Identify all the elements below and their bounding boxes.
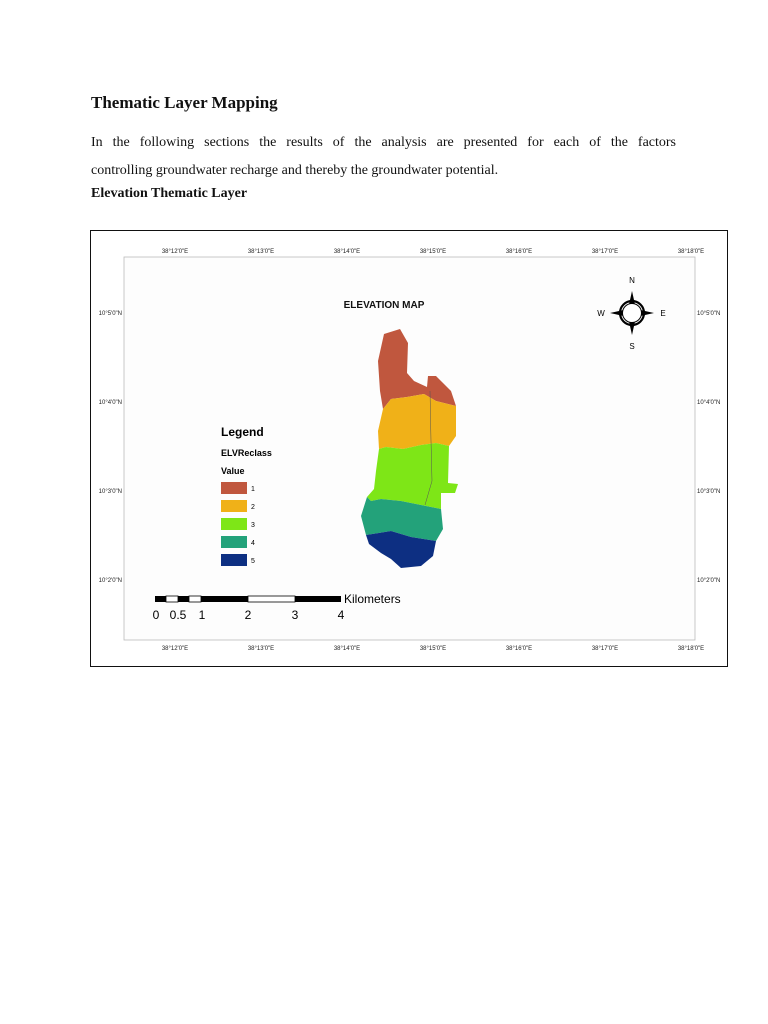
- top-longitude-label: 38°18'0"E: [677, 249, 705, 255]
- compass-east-label: E: [660, 309, 666, 318]
- top-longitude-label: 38°15'0"E: [419, 249, 447, 255]
- legend-layer-name: ELVReclass: [221, 448, 272, 458]
- subsection-heading: Elevation Thematic Layer: [91, 186, 248, 201]
- intro-paragraph: [91, 129, 676, 185]
- legend-field-name: Value: [221, 466, 245, 476]
- legend-item-label: 5: [251, 558, 255, 565]
- paragraph-line-2: controlling groundwater recharge and thereby the groundwater potential.: [91, 163, 499, 178]
- paragraph-line-1: In the following sections the results of the analysis are presented for each of the factors: [91, 135, 676, 150]
- bottom-longitude-label: 38°16'0"E: [505, 646, 533, 652]
- legend-item-label: 2: [251, 504, 255, 511]
- top-longitude-label: 38°16'0"E: [505, 249, 533, 255]
- scale-tick-label: 1: [198, 608, 206, 622]
- scale-units-label: Kilometers: [344, 592, 401, 606]
- scale-tick-label: 4: [337, 608, 345, 622]
- legend-title: Legend: [221, 425, 264, 439]
- legend-swatch: [221, 536, 247, 548]
- map-title: ELEVATION MAP: [343, 300, 425, 311]
- scale-tick-label: 0: [152, 608, 160, 622]
- left-latitude-label: 10°2'0"N: [98, 578, 122, 584]
- right-latitude-label: 10°5'0"N: [697, 311, 721, 317]
- bottom-longitude-label: 38°13'0"E: [247, 646, 275, 652]
- left-latitude-label: 10°3'0"N: [98, 489, 122, 495]
- legend-item-label: 4: [251, 540, 255, 547]
- scale-tick-label: 2: [244, 608, 252, 622]
- bottom-longitude-label: 38°17'0"E: [591, 646, 619, 652]
- top-longitude-label: 38°17'0"E: [591, 249, 619, 255]
- scale-tick-label: 3: [291, 608, 299, 622]
- left-latitude-label: 10°5'0"N: [98, 311, 122, 317]
- legend-swatch: [221, 554, 247, 566]
- legend-item-label: 3: [251, 522, 255, 529]
- bottom-longitude-label: 38°14'0"E: [333, 646, 361, 652]
- compass-north-label: N: [629, 276, 635, 285]
- legend-swatch: [221, 500, 247, 512]
- compass-south-label: S: [629, 342, 635, 351]
- top-longitude-label: 38°13'0"E: [247, 249, 275, 255]
- right-latitude-label: 10°4'0"N: [697, 400, 721, 406]
- top-longitude-label: 38°14'0"E: [333, 249, 361, 255]
- legend-swatch: [221, 482, 247, 494]
- compass-west-label: W: [597, 309, 605, 318]
- section-heading: Thematic Layer Mapping: [91, 93, 278, 112]
- bottom-longitude-label: 38°15'0"E: [419, 646, 447, 652]
- left-latitude-label: 10°4'0"N: [98, 400, 122, 406]
- legend-swatch: [221, 518, 247, 530]
- top-longitude-label: 38°12'0"E: [161, 249, 189, 255]
- map-canvas: [91, 231, 729, 668]
- bottom-longitude-label: 38°12'0"E: [161, 646, 189, 652]
- right-latitude-label: 10°2'0"N: [697, 578, 721, 584]
- scale-tick-label: 0.5: [169, 608, 187, 622]
- bottom-longitude-label: 38°18'0"E: [677, 646, 705, 652]
- elevation-map-figure: [90, 230, 728, 667]
- right-latitude-label: 10°3'0"N: [697, 489, 721, 495]
- legend-item-label: 1: [251, 486, 255, 493]
